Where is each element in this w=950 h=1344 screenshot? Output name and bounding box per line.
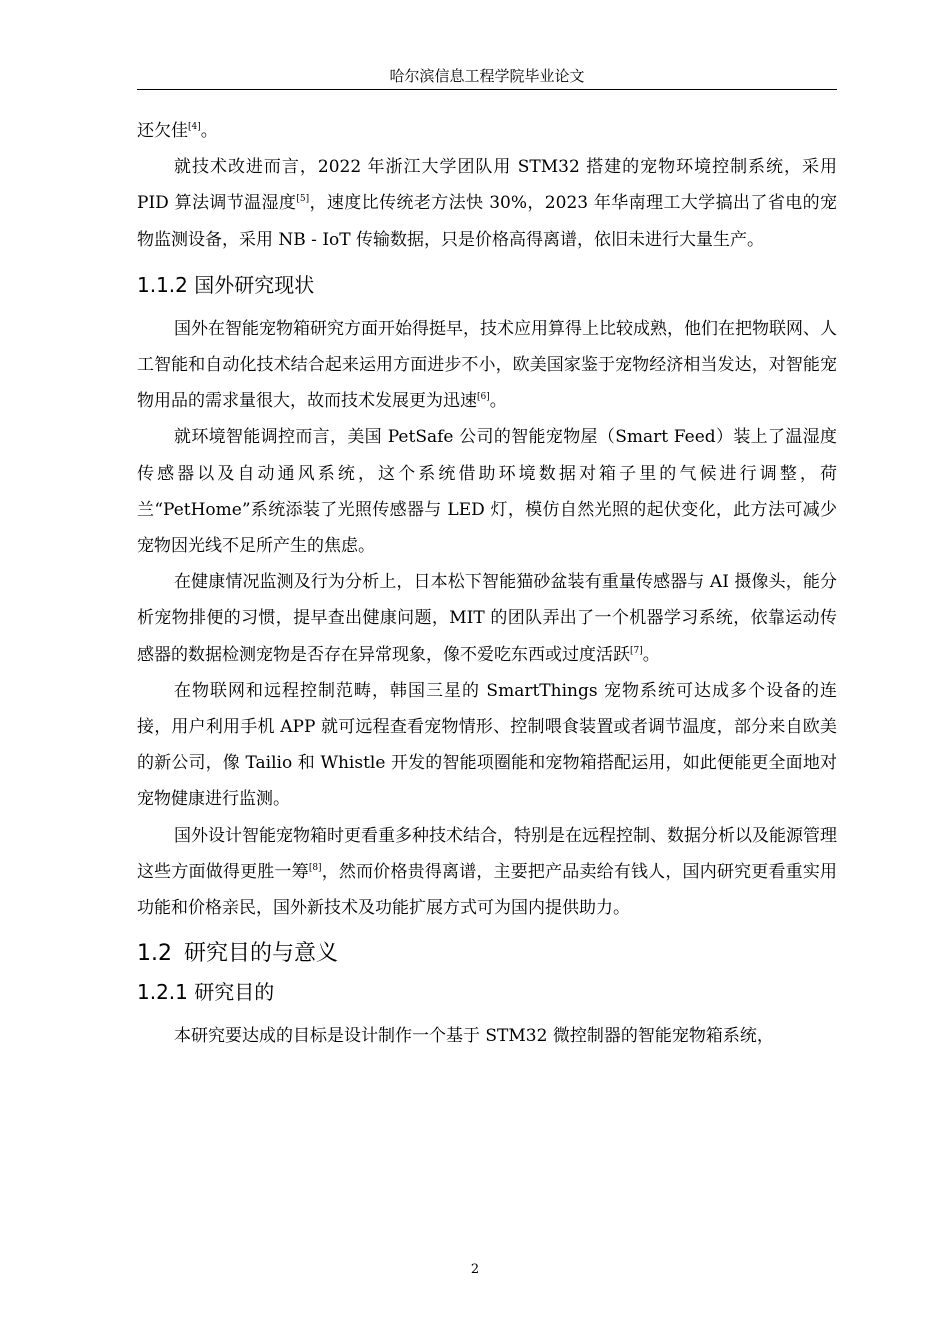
page-number: 2 — [470, 1262, 480, 1277]
paragraph-environment-control: 就环境智能调控而言，美国 PetSafe 公司的智能宠物屋（Smart Feed）装上了温湿度传感器以及自动通风系统，这个系统借助环境数据对箱子里的气候进行调整，荷兰“PetHome”系统添装了光照传感器与 LED 灯，模仿自然光照的起伏变化，此方法可减少宠物因光线不足所产生的焦虑。 — [137, 427, 837, 557]
heading-1-2-1: 1.2.1 研究目的 — [137, 980, 275, 1005]
citation: [7] — [630, 645, 643, 656]
page-header: 哈尔滨信息工程学院毕业论文 — [389, 67, 585, 85]
citation: [6] — [477, 392, 490, 403]
page-body — [137, 113, 837, 1054]
header-rule — [137, 89, 837, 90]
heading-title: 研究目的与意义 — [184, 941, 339, 967]
citation: [5] — [296, 194, 310, 205]
heading-1-2 — [137, 938, 837, 970]
paragraph-research-goal: 本研究要达成的目标是设计制作一个基于 STM32 微控制器的智能宠物箱系统， — [174, 1026, 774, 1047]
paragraph-domestic-tech: 就技术改进而言，2022 年浙江大学团队用 STM32 搭建的宠物环境控制系统，采用 PID 算法调节温湿度[5]，速度比传统老方法快 30%，2023 年华南理工大学搞出了省电的宠物监测设备，采用 NB - IoT 传输数据，只是价格高得离谱，依旧未进行大量生产。 — [137, 157, 837, 250]
paragraph-health-monitoring: 在健康情况监测及行为分析上，日本松下智能猫砂盆装有重量传感器与 AI 摄像头，能分析宠物排便的习惯，提早查出健康问题，MIT 的团队弄出了一个机器学习系统，依靠运动传感器的数据检测宠物是否存在异常现象，像不爱吃东西或过度活跃[7]。 — [137, 572, 837, 665]
citation: [4] — [188, 122, 201, 132]
paragraph-continuation: 还欠佳[4]。 — [137, 121, 218, 141]
paragraph-foreign-summary: 国外设计智能宠物箱时更看重多种技术结合，特别是在远程控制、数据分析以及能源管理这些方面做得更胜一筹[8]，然而价格贵得离谱，主要把产品卖给有钱人，国内研究更看重实用功能和价格亲民，国外新技术及功能扩展方式可为国内提供助力。 — [137, 825, 837, 919]
paragraph-iot-remote: 在物联网和远程控制范畴，韩国三星的 SmartThings 宠物系统可达成多个设备的连接，用户利用手机 APP 就可远程查看宠物情形、控制喂食装置或者调节温度，部分来自欧美的新公司，像 Tailio 和 Whistle 开发的智能项圈能和宠物箱搭配运用，如此便能更全面地对宠物健康进行监测。 — [137, 680, 837, 810]
heading-number: 1.2 — [137, 941, 172, 967]
citation: [8] — [308, 862, 322, 873]
heading-1-1-2: 1.1.2 国外研究现状 — [137, 272, 315, 297]
paragraph-foreign-overview: 国外在智能宠物箱研究方面开始得挺早，技术应用算得上比较成熟，他们在把物联网、人工智能和自动化技术结合起来运用方面进步不小，欧美国家鉴于宠物经济相当发达，对智能宠物用品的需求量很大，故而技术发展更为迅速[6]。 — [137, 318, 837, 412]
